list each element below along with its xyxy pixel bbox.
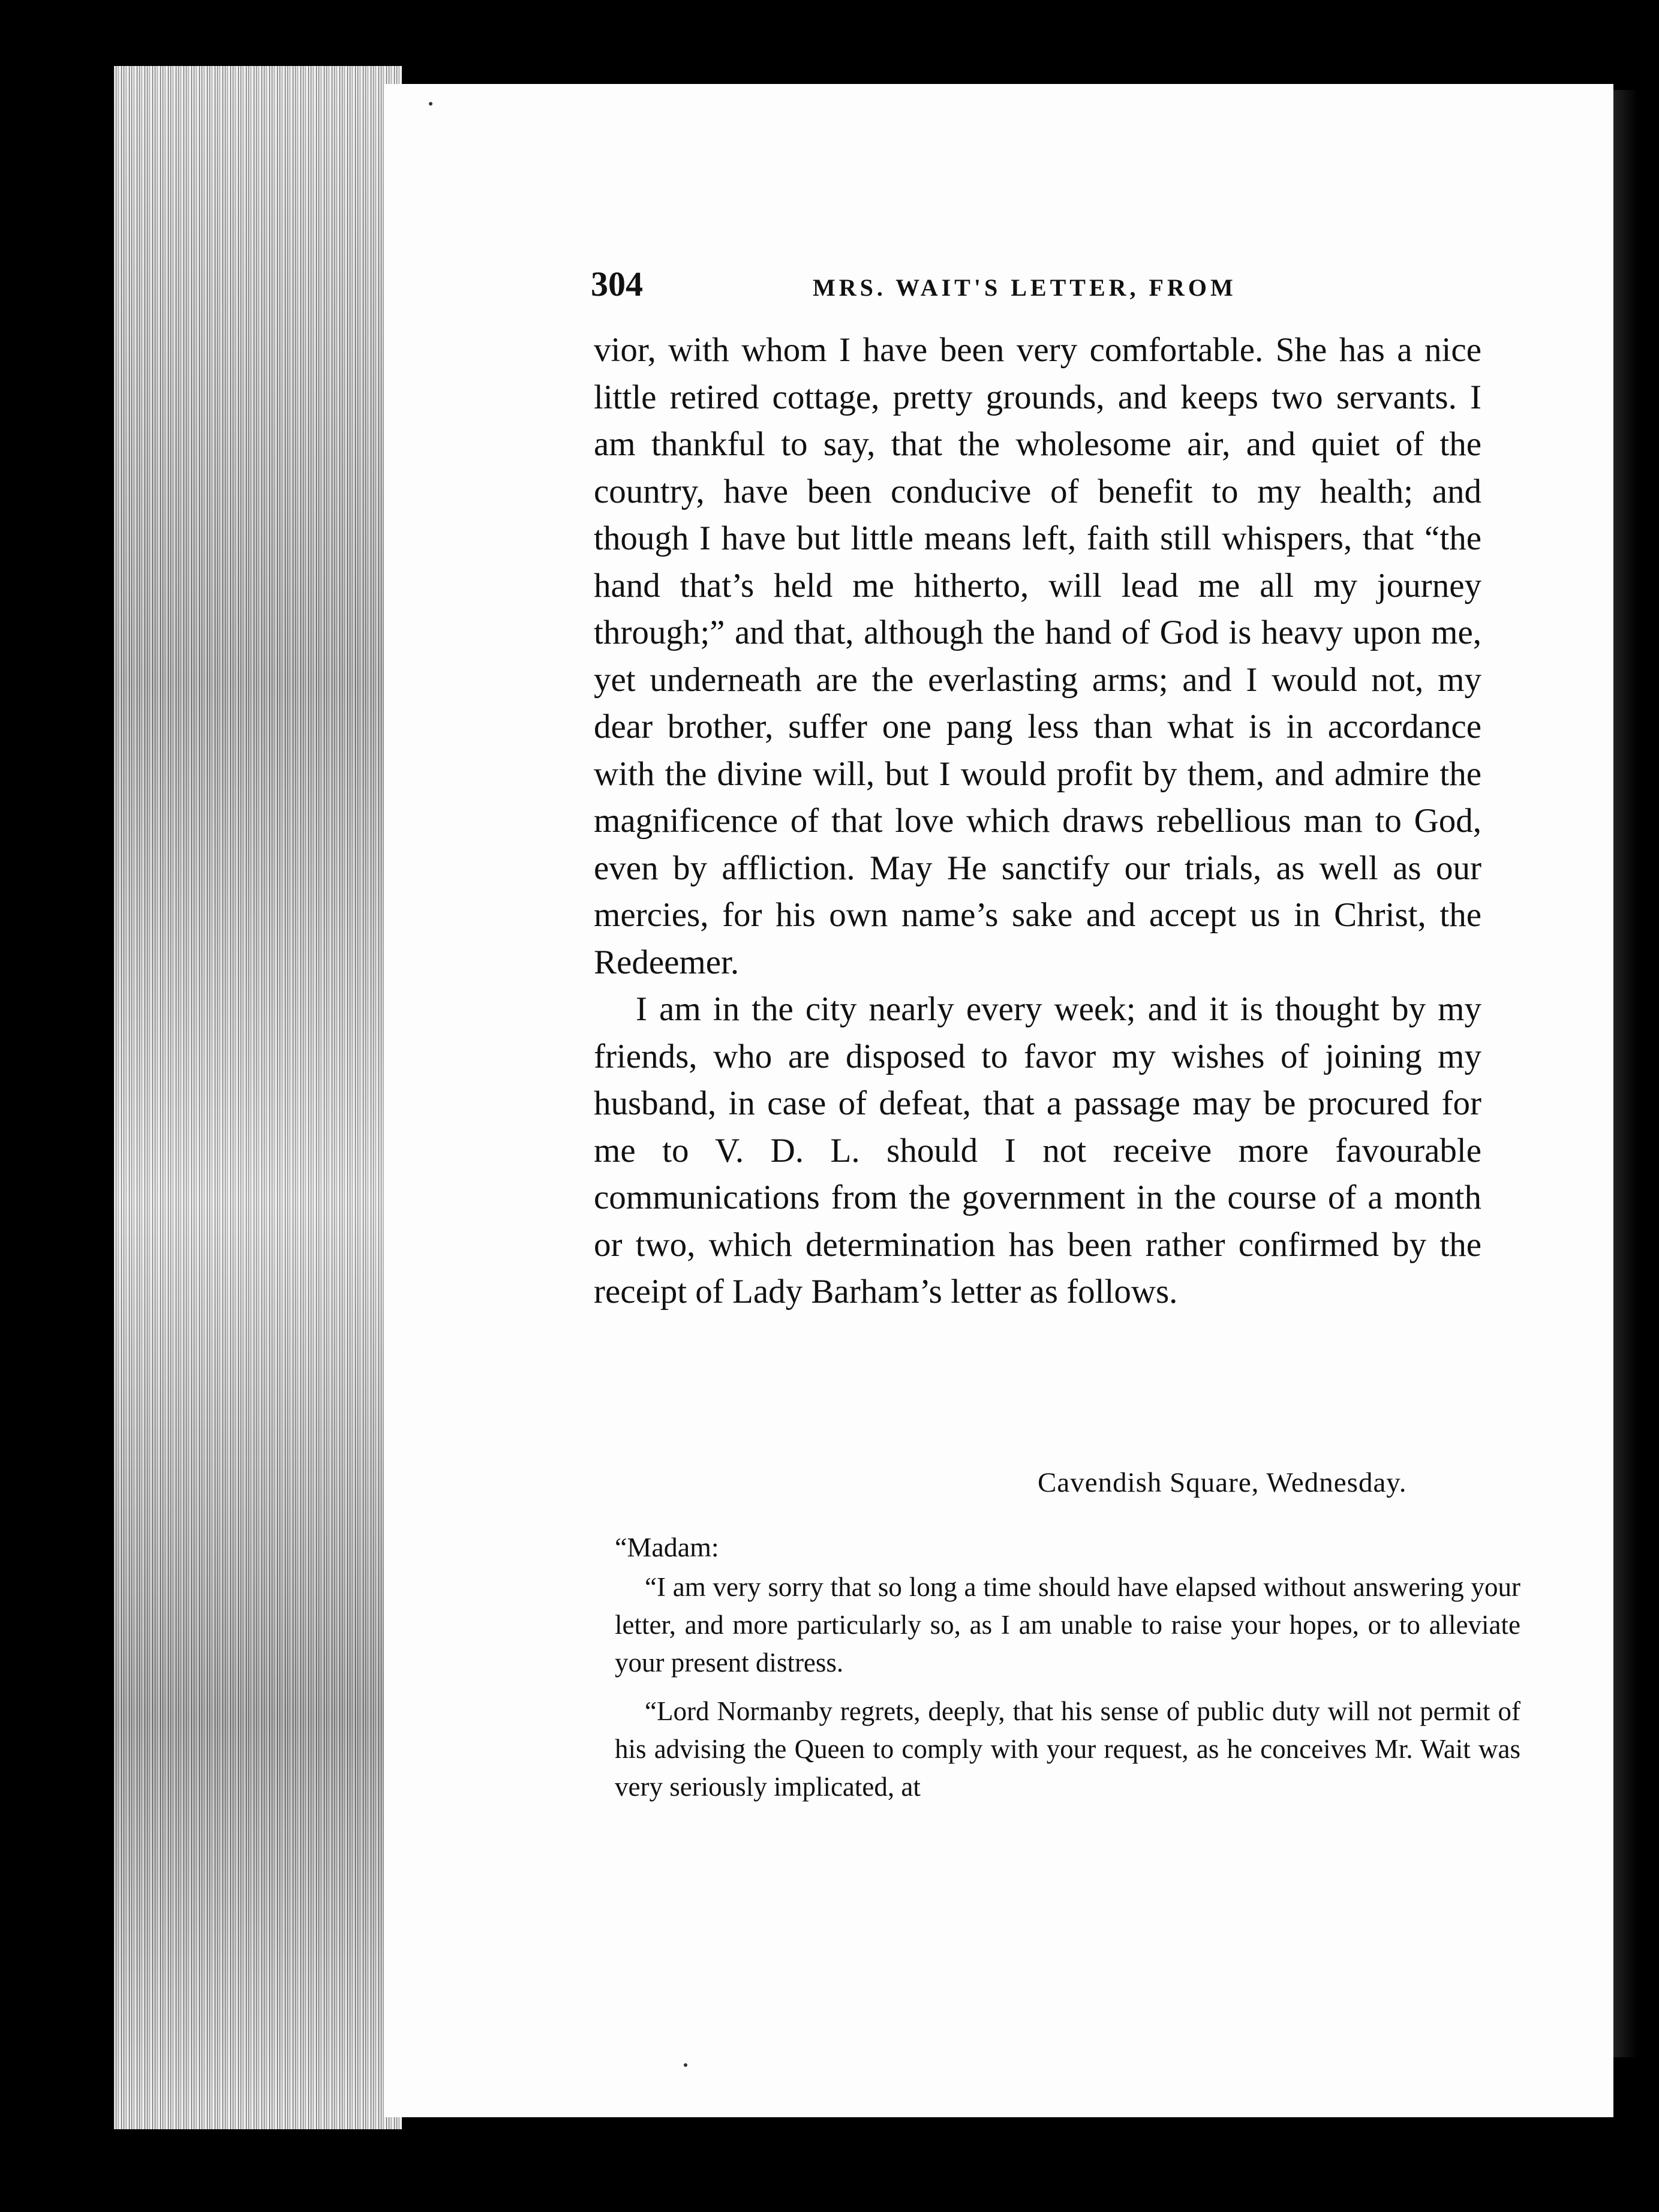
scan-speck: [429, 102, 432, 106]
paragraph: I am in the city nearly every week; and it is thought by my friends, who are disposed to favor my wishes of joining my husband, in case of defeat, that a passage may be procured for me to V. D. L. should I not receive more favourable communications from the government in the course of a month or two, which determination has been rather confirmed by the receipt of Lady Barham’s letter as follows.: [594, 990, 1481, 1311]
letter-salutation: “Madam:: [615, 1532, 719, 1562]
book-page-edges: [114, 66, 402, 2129]
letter-paragraph: “I am very sorry that so long a time should have elapsed without answering your letter, and more particularly so, as I am unable to raise your hopes, or to alleviate your present distress.: [615, 1572, 1520, 1678]
main-text: [594, 327, 1481, 1316]
quoted-letter: [615, 1526, 1520, 1817]
paragraph: vior, with whom I have been very comfortable. She has a nice little retired cottage, pretty grounds, and keeps two servants. I am thankful to say, that the wholesome air, and quiet of the country, have been conducive of benefit to my health; and though I have but little means left, faith still whispers, that “the hand that’s held me hitherto, will lead me all my journey through;” and that, although the hand of God is heavy upon me, yet underneath are the everlasting arms; and I would not, my dear brother, suffer one pang less than what is in accordance with the divine will, but I would profit by them, and admire the magnificence of that love which draws rebellious man to God, even by affliction. May He sanctify our trials, as well as our mercies, for his own name’s sake and accept us in Christ, the Redeemer.: [594, 331, 1481, 981]
letter-dateline: Cavendish Square, Wednesday.: [1038, 1467, 1407, 1498]
page-binding-shadow: [1613, 90, 1637, 2057]
running-title: MRS. WAIT'S LETTER, FROM: [813, 274, 1237, 301]
letter-paragraph: “Lord Normanby regrets, deeply, that his sense of public duty will not permit of his advising the Queen to comply with your request, as he conceives Mr. Wait was very seriously implicated, at: [615, 1696, 1520, 1802]
page-number: 304: [591, 265, 643, 303]
scan-speck: [684, 2063, 687, 2067]
running-header: [591, 264, 1299, 318]
